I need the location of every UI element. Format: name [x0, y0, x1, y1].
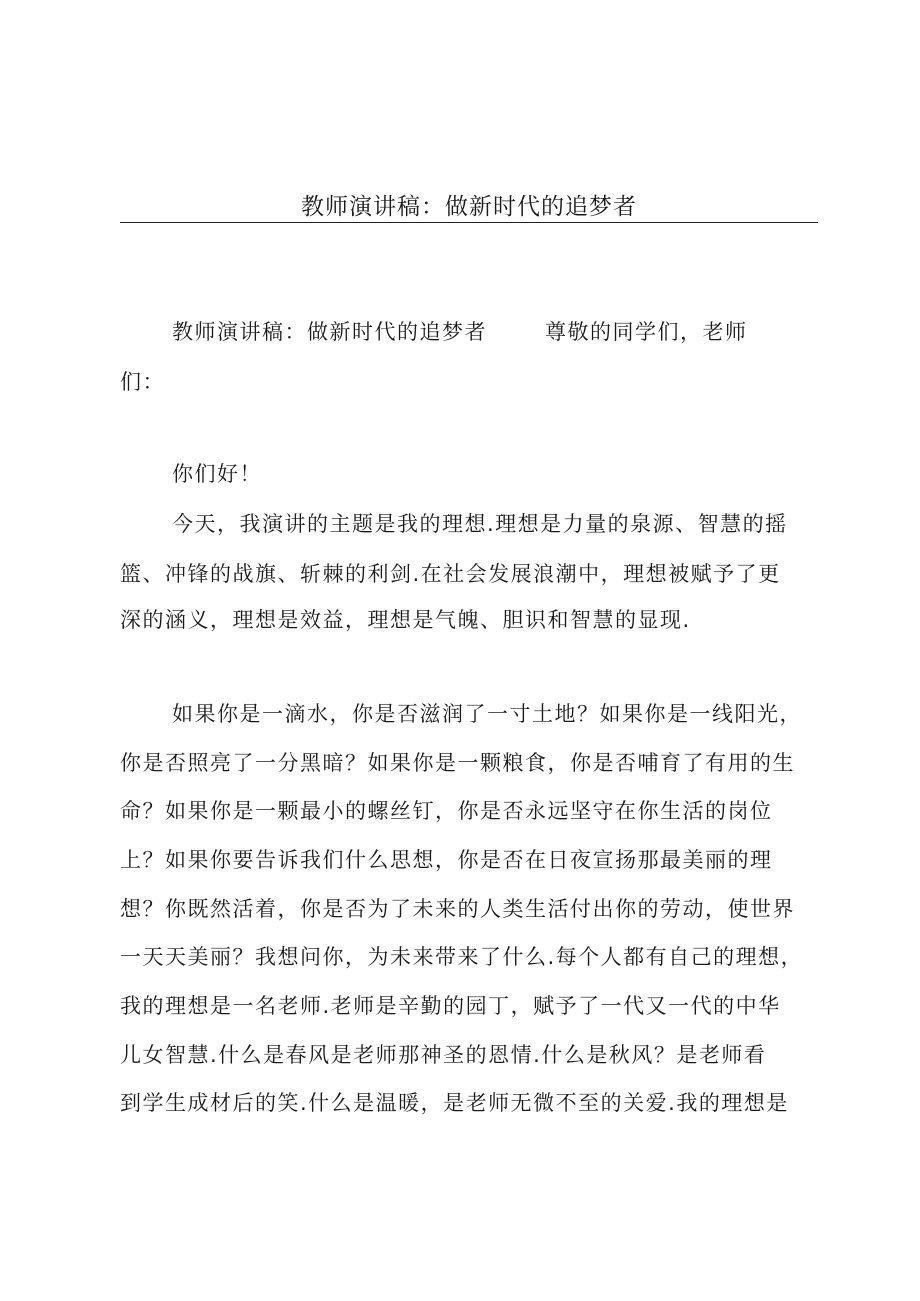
greeting: 你们好！ [172, 462, 262, 486]
page-title: 教师演讲稿：做新时代的追梦者 [301, 194, 637, 220]
paragraph-2-line: 命？如果你是一颗最小的螺丝钉，你是否永远坚守在你生活的岗位 [120, 799, 773, 823]
paragraph-1-line: 深的涵义，理想是效益，理想是气魄、胆识和智慧的显现. [120, 608, 691, 632]
paragraph-1-line: 篮、冲锋的战旗、斩棘的利剑.在社会发展浪潮中，理想被赋予了更 [120, 562, 781, 586]
opening-line [172, 316, 872, 348]
paragraph-2-line: 你是否照亮了一分黑暗？如果你是一颗粮食，你是否哺育了有用的生 [120, 751, 795, 775]
paragraph-2-line: 一天天美丽？我想问你，为未来带来了什么.每个人都有自己的理想， [120, 945, 804, 969]
paragraph-2-line: 上？如果你要告诉我们什么思想，你是否在日夜宣扬那最美丽的理 [120, 848, 773, 872]
paragraph-2-line: 如果你是一滴水，你是否滋润了一寸土地？如果你是一线阳光， [172, 702, 802, 726]
paragraph-2-line: 我的理想是一名老师.老师是辛勤的园丁，赋予了一代又一代的中华 [120, 994, 781, 1018]
paragraph-1-line: 今天，我演讲的主题是我的理想.理想是力量的泉源、智慧的摇 [172, 512, 788, 536]
opening-subject: 教师演讲稿：做新时代的追梦者 [172, 320, 487, 344]
salutation-start: 尊敬的同学们，老师 [545, 320, 748, 344]
paragraph-2-line: 想？你既然活着，你是否为了未来的人类生活付出你的劳动，使世界 [120, 897, 795, 921]
paragraph-2-line: 到学生成材后的笑.什么是温暖，是老师无微不至的关爱.我的理想是 [120, 1091, 789, 1115]
salutation-end: 们： [120, 370, 165, 394]
title-underline [120, 222, 818, 223]
paragraph-2-line: 儿女智慧.什么是春风是老师那神圣的恩情.什么是秋风？是老师看 [120, 1043, 767, 1067]
